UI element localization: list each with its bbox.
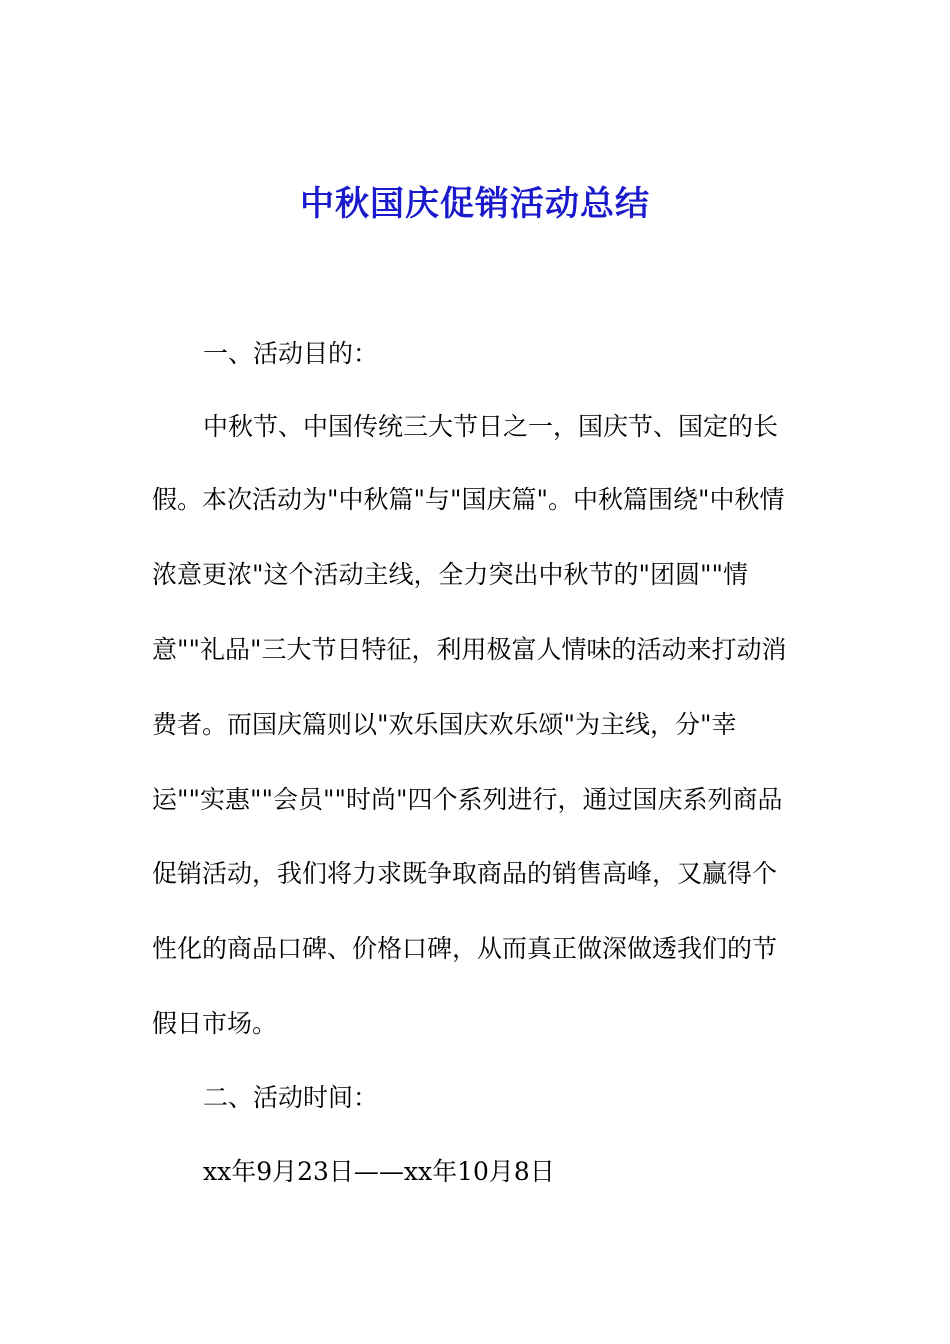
- paragraph-line: 性化的商品口碑、价格口碑，从而真正做深做透我们的节: [152, 934, 778, 963]
- paragraph-line: 促销活动，我们将力求既争取商品的销售高峰，又赢得个: [152, 859, 778, 888]
- paragraph-line: 中秋节、中国传统三大节日之一，国庆节、国定的长: [203, 412, 779, 441]
- paragraph-line: 假。本次活动为"中秋篇"与"国庆篇"。中秋篇围绕"中秋情: [152, 485, 785, 514]
- document-title: 中秋国庆促销活动总结: [300, 184, 650, 224]
- paragraph-line: 假日市场。: [152, 1009, 278, 1038]
- paragraph-line: 意""礼品"三大节日特征，利用极富人情味的活动来打动消: [152, 635, 787, 664]
- paragraph-line: 费者。而国庆篇则以"欢乐国庆欢乐颂"为主线，分"幸: [152, 710, 737, 739]
- paragraph-line: 浓意更浓"这个活动主线，全力突出中秋节的"团圆""情: [152, 560, 748, 589]
- activity-date-range: xx年9月23日——xx年10月8日: [203, 1157, 555, 1186]
- section-heading-time: 二、活动时间：: [203, 1083, 379, 1112]
- section-heading-purpose: 一、活动目的：: [203, 339, 379, 368]
- paragraph-line: 运""实惠""会员""时尚"四个系列进行，通过国庆系列商品: [152, 785, 783, 814]
